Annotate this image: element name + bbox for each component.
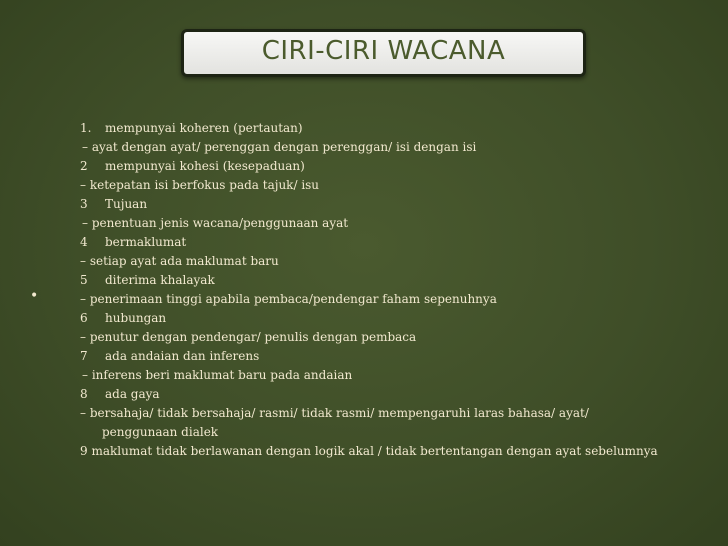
list-item — [80, 309, 710, 328]
item-text: – bersahaja/ tidak bersahaja/ rasmi/ tidak rasmi/ mempengaruhi laras bahasa/ ayat/ — [80, 406, 589, 420]
list-item-detail — [80, 328, 710, 347]
list-item-detail — [80, 366, 710, 385]
item-text: – penentuan jenis wacana/penggunaan ayat — [82, 216, 349, 230]
list-item — [80, 271, 710, 290]
item-text: – ayat dengan ayat/ perenggan dengan perenggan/ isi dengan isi — [82, 140, 477, 154]
item-text: bermaklumat — [105, 235, 187, 249]
item-number: 8 — [80, 387, 88, 401]
list-item-detail — [80, 176, 710, 195]
item-text: Tujuan — [105, 197, 148, 211]
item-text: mempunyai koheren (pertautan) — [105, 121, 303, 135]
item-text: ada andaian dan inferens — [105, 349, 260, 363]
item-number: 4 — [80, 235, 88, 249]
item-text: – penerimaan tinggi apabila pembaca/pendengar faham sepenuhnya — [80, 292, 497, 306]
item-text: – penutur dengan pendengar/ penulis dengan pembaca — [80, 330, 417, 344]
bullet-marker: • — [30, 288, 39, 304]
item-number: 6 — [80, 311, 88, 325]
item-text: ada gaya — [105, 387, 160, 401]
item-number: 5 — [80, 273, 88, 287]
item-text: diterima khalayak — [105, 273, 215, 287]
list-item-detail-continued — [80, 423, 710, 442]
item-text: – inferens beri maklumat baru pada andaian — [82, 368, 353, 382]
list-item-detail — [80, 252, 710, 271]
list-item — [80, 233, 710, 252]
list-item — [80, 385, 710, 404]
list-item-detail — [80, 404, 710, 423]
list-item — [80, 157, 710, 176]
list-item — [80, 347, 710, 366]
item-text: 9 maklumat tidak berlawanan dengan logik akal / tidak bertentangan dengan ayat sebelumnya — [80, 444, 658, 458]
item-text: – setiap ayat ada maklumat baru — [80, 254, 279, 268]
item-text: – ketepatan isi berfokus pada tajuk/ isu — [80, 178, 320, 192]
item-text: penggunaan dialek — [102, 425, 219, 439]
title-box — [181, 29, 586, 77]
item-text: mempunyai kohesi (kesepaduan) — [105, 159, 305, 173]
list-item-detail — [80, 214, 710, 233]
item-number: 7 — [80, 349, 88, 363]
list-item-detail — [80, 138, 710, 157]
item-number: 1. — [80, 121, 92, 135]
content-list — [80, 119, 710, 461]
slide-title: CIRI-CIRI WACANA — [261, 36, 506, 66]
item-text: hubungan — [105, 311, 167, 325]
item-number: 3 — [80, 197, 88, 211]
list-item — [80, 442, 710, 461]
list-item — [80, 119, 710, 138]
list-item-detail — [80, 290, 710, 309]
list-item — [80, 195, 710, 214]
item-number: 2 — [80, 159, 88, 173]
